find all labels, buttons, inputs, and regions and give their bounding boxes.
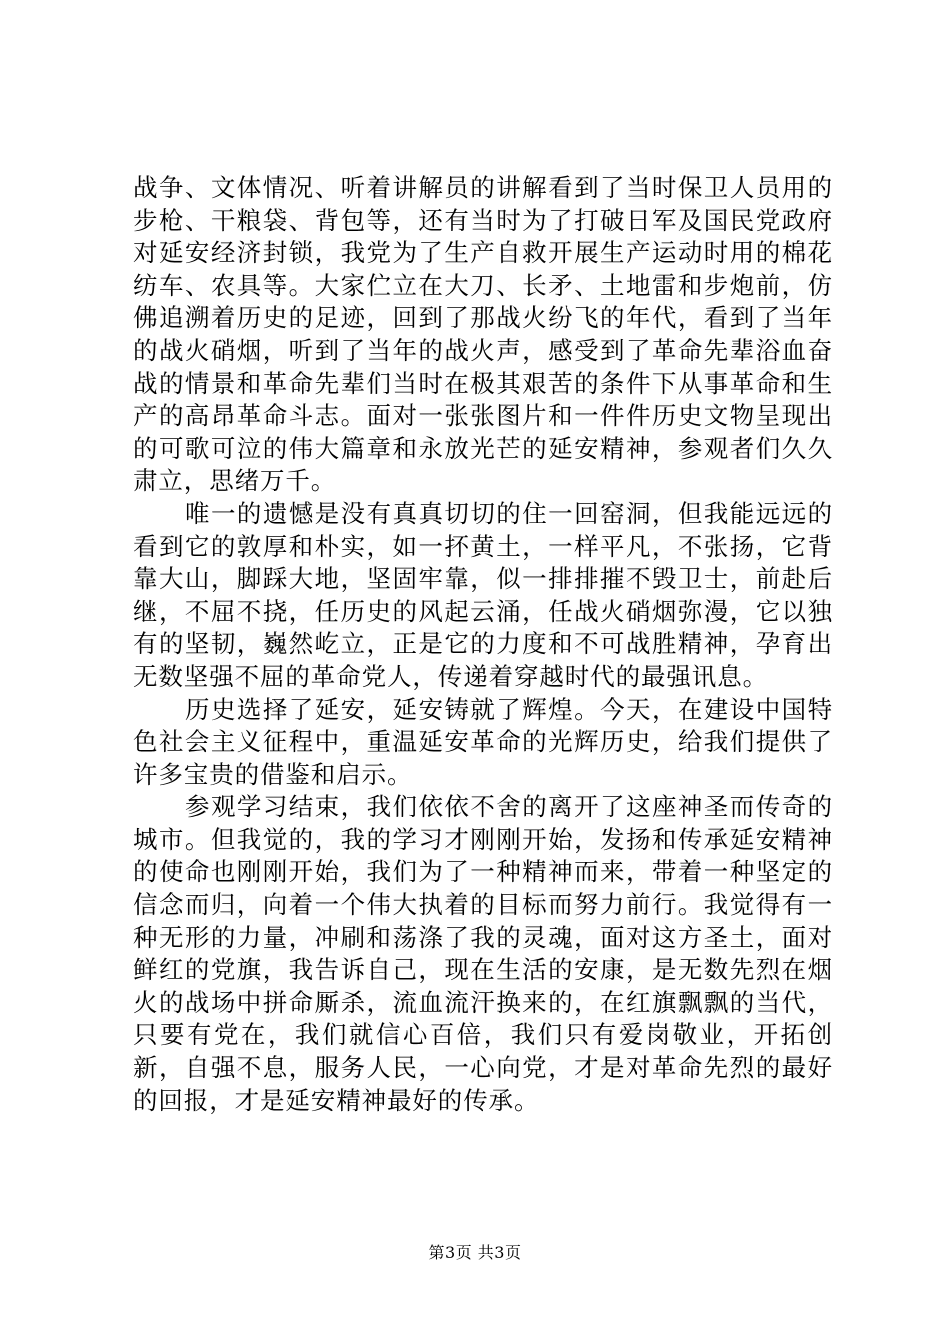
- paragraph-2: 唯一的遗憾是没有真真切切的住一回窑洞，但我能远远的看到它的敦厚和朴实，如一抔黄土，一样平凡，不张扬，它背靠大山，脚踩大地，坚固牢靠，似一排排摧不毁卫士，前赴后继，不屈不挠，任历史的风起云涌，任战火硝烟弥漫，它以独有的坚韧，巍然屹立，正是它的力度和不可战胜精神，孕育出无数坚强不屈的革命党人，传递着穿越时代的最强讯息。: [133, 498, 833, 691]
- paragraph-3: 历史选择了延安，延安铸就了辉煌。今天，在建设中国特色社会主义征程中，重温延安革命的光辉历史，给我们提供了许多宝贵的借鉴和启示。: [133, 694, 833, 789]
- paragraph-1: 战争、文体情况、听着讲解员的讲解看到了当时保卫人员用的步枪、干粮袋、背包等，还有当时为了打破日军及国民党政府对延安经济封锁，我党为了生产自救开展生产运动时用的棉花纺车、农具等。大家伫立在大刀、长矛、土地雷和步炮前，仿佛追溯着历史的足迹，回到了那战火纷飞的年代，看到了当年的战火硝烟，听到了当年的战火声，感受到了革命先辈浴血奋战的情景和革命先辈们当时在极其艰苦的条件下从事革命和生产的高昂革命斗志。面对一张张图片和一件件历史文物呈现出的可歌可泣的伟大篇章和永放光芒的延安精神，参观者们久久肃立，思绪万千。: [133, 173, 833, 496]
- paragraph-4: 参观学习结束，我们依依不舍的离开了这座神圣而传奇的城市。但我觉的，我的学习才刚刚开始，发扬和传承延安精神的使命也刚刚开始，我们为了一种精神而来，带着一种坚定的信念而归，向着一个伟大执着的目标而努力前行。我觉得有一种无形的力量，冲刷和荡涤了我的灵魂，面对这方圣土，面对鲜红的党旗，我告诉自己，现在生活的安康，是无数先烈在烟火的战场中拼命厮杀，流血流汗换来的，在红旗飘飘的当代，只要有党在，我们就信心百倍，我们只有爱岗敬业，开拓创新，自强不息，服务人民，一心向党，才是对革命先烈的最好的回报，才是延安精神最好的传承。: [133, 792, 833, 1115]
- page-footer: 第3页 共3页: [428, 1243, 522, 1262]
- document-body: [133, 172, 833, 1117]
